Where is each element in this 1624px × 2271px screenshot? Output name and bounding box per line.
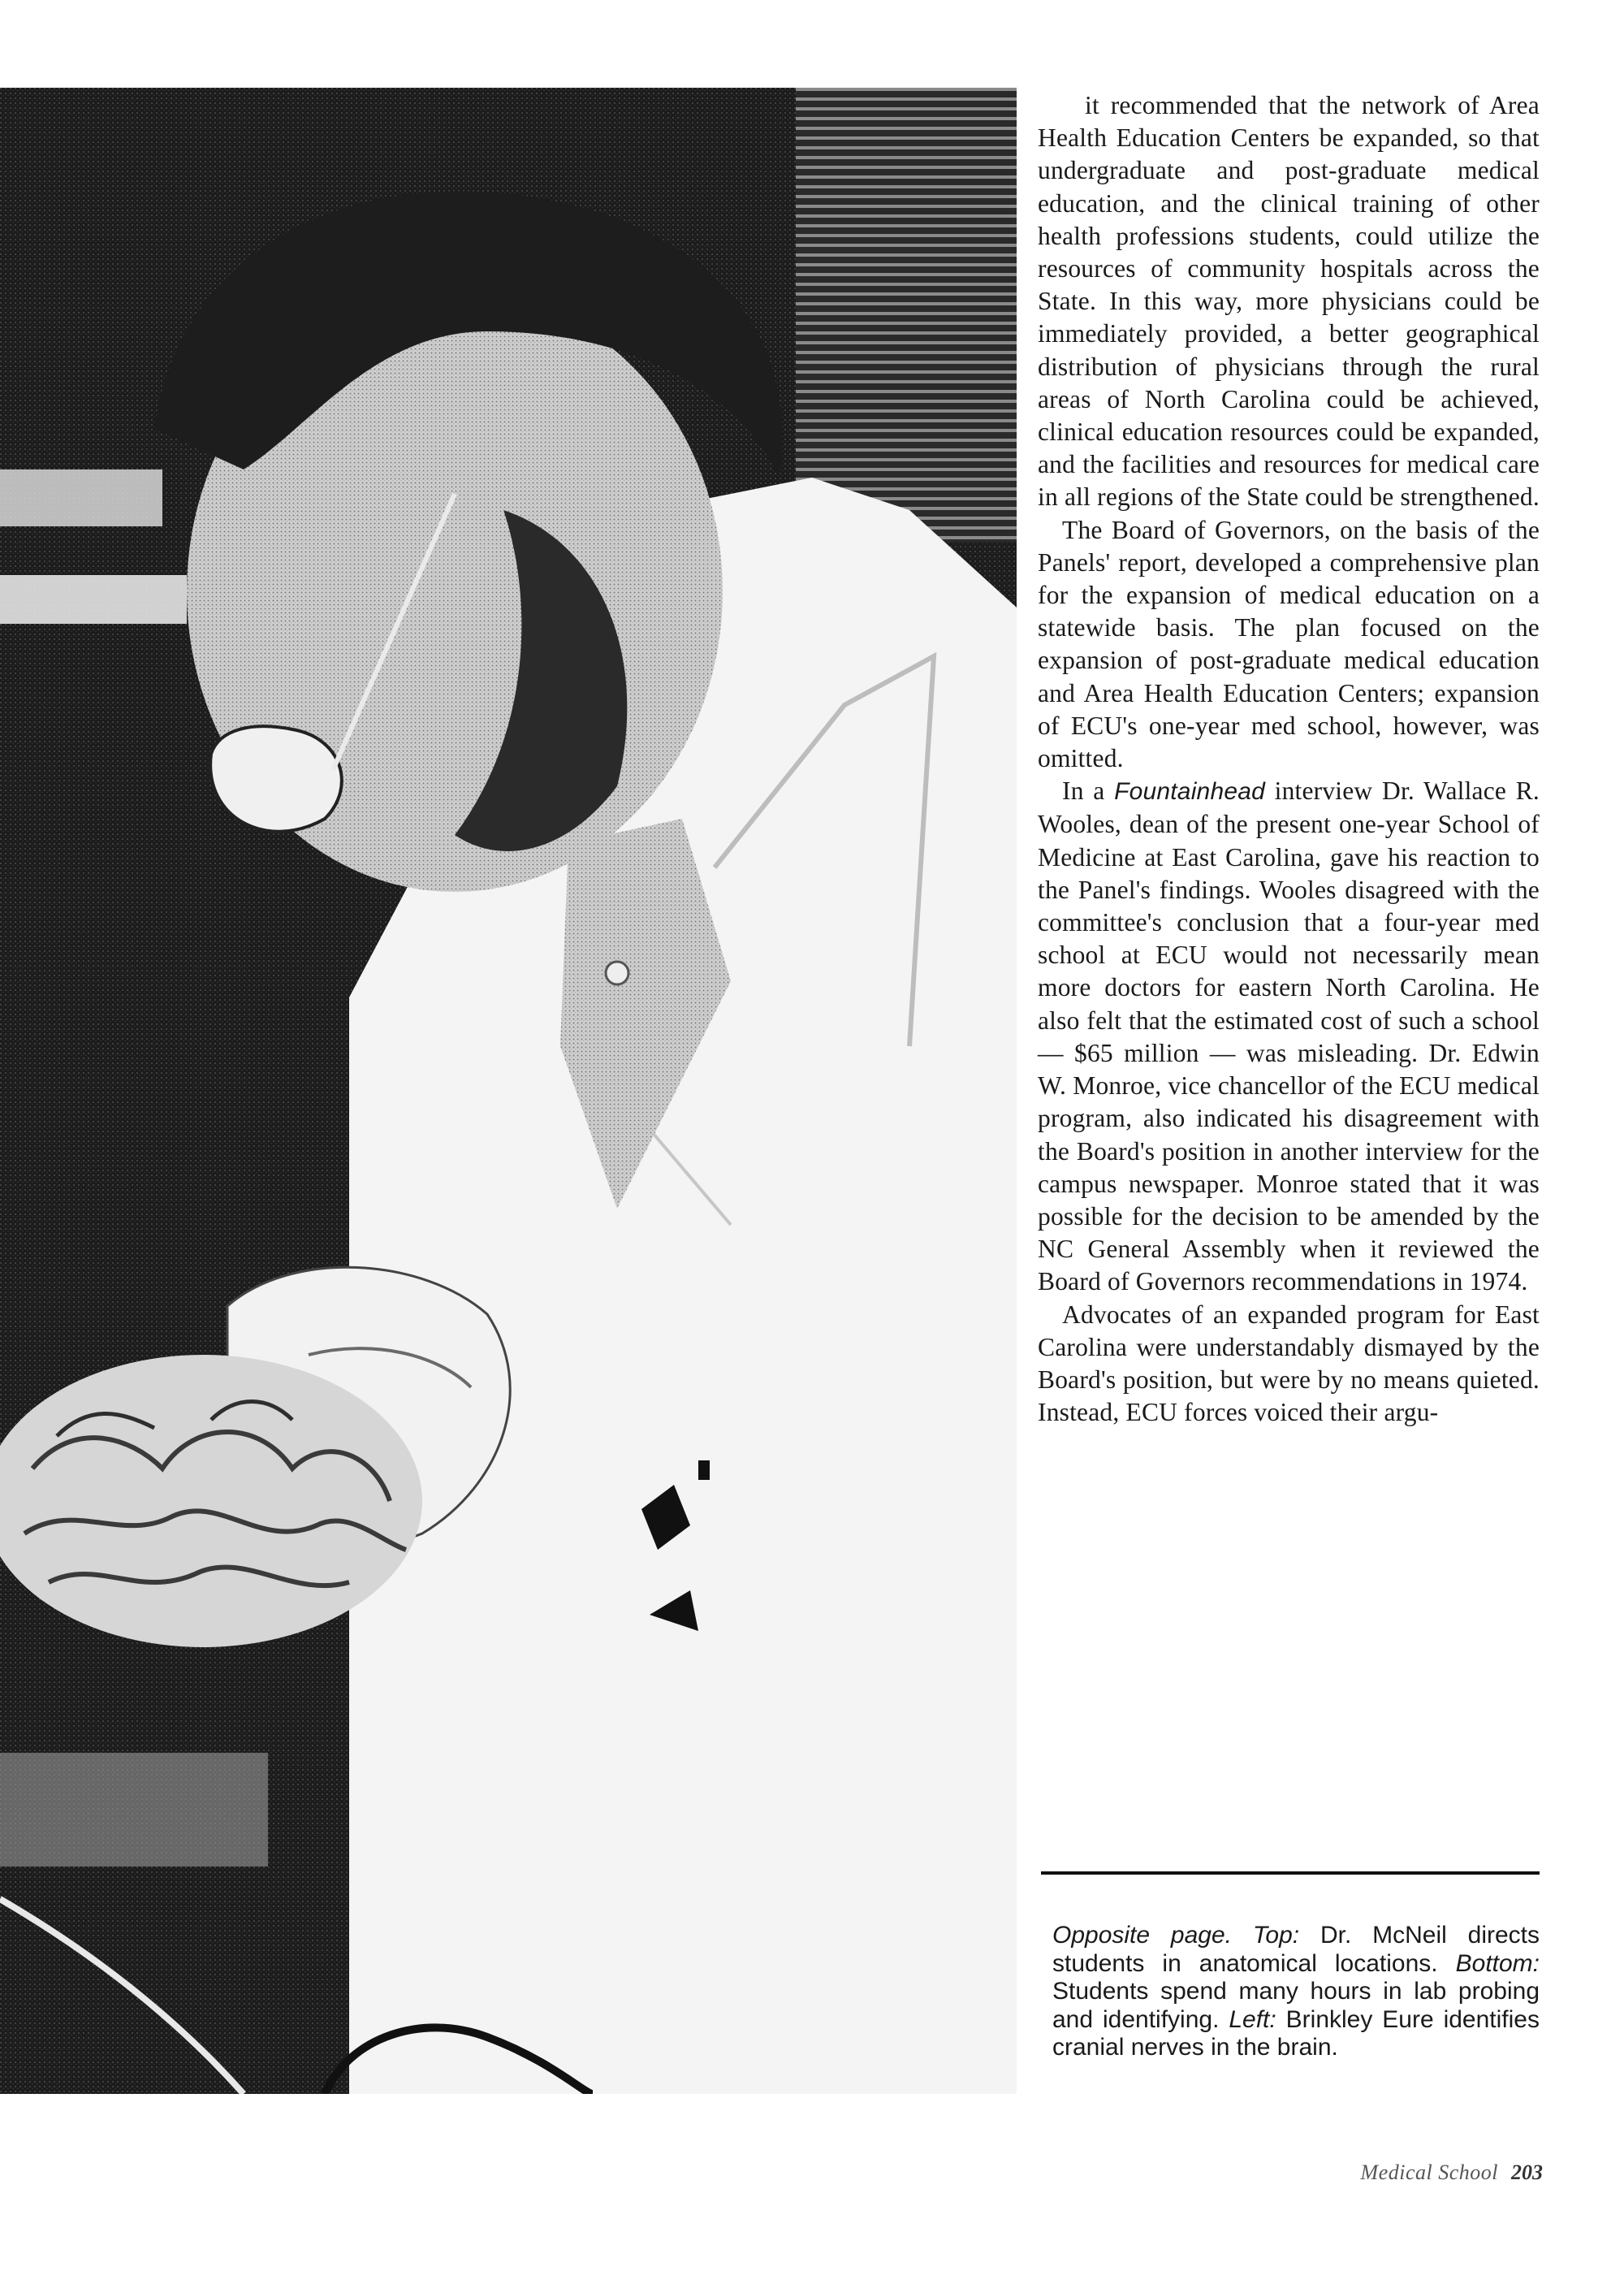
caption-text: Students spend many hours in lab probing and identifying. [1052,1978,1540,2033]
section-name: Medical School [1360,2161,1498,2184]
caption-label: Opposite page. Top: [1052,1922,1300,1949]
photo-caption [1052,1922,1540,2062]
caption-text: Brinkley Eure identifies cranial nerves in the brain. [1052,2005,1540,2061]
caption-label: Bottom: [1455,1949,1540,1977]
article-photo [0,88,1017,2094]
striped-wall [796,88,1017,543]
photo-negative-scientist-brain [0,88,1017,2094]
paragraph-text: Advocates of an expanded program for East Carolina were understandably dismayed by the Board's position, but were by no means quieted. Instead, ECU forces voiced their argu- [1038,1300,1540,1427]
article-paragraph [1038,775,1540,1298]
italic-title: Fountainhead [1114,778,1265,806]
caption-rule [1041,1871,1540,1875]
caption-label: Left: [1229,2005,1276,2033]
article-paragraph [1038,1299,1540,1430]
article-paragraph [1038,514,1540,776]
brain [0,1355,422,1647]
article-body [1038,89,1540,1429]
paragraph-text: In a [1062,776,1115,806]
paragraph-text: it recommended that the network of Area Health Education Centers be expanded, so that undergraduate and post-graduate medical education, and the clinical training of other health professions students, could utilize the resources of community hospitals across the State. In this way, more physicians could be immediately provided, a better geographical distribution of physicians through the rural areas of North Carolina could be achieved, clinical education resources could be expanded, and the facilities and resources for medical care in all regions of the State could be strengthened. [1038,91,1540,512]
paragraph-text: The Board of Governors, on the basis of the Panels' report, developed a comprehensive plan for the expansion of medical education on a statewide basis. The plan focused on the expansion of post-graduate medical education and Area Health Education Centers; expansion of ECU's one-year med school, however, was omitted. [1038,515,1540,773]
caption-text: Dr. McNeil directs students in anatomical locations. [1052,1922,1540,1977]
page-number: 203 [1511,2161,1543,2184]
paragraph-text: interview Dr. Wallace R. Wooles, dean of the present one-year School of Medicine at East Carolina, gave his reaction to the Panel's findings. Wooles disagreed with the committee's conclusion that a four-year med school at ECU would not necessarily mean more doctors for eastern North Carolina. He also felt that the estimated cost of such a school — $65 million — was misleading. Dr. Edwin W. Monroe, vice chancellor of the ECU medical program, also indicated his disagreement with the Board's position in another interview for the campus newspaper. Monroe stated that it was possible for the decision to be amended by the NC General Assembly when it reviewed the Board of Governors recommendations in 1974. [1038,776,1540,1296]
article-paragraph [1038,89,1540,514]
page-footer [1307,2161,1543,2185]
